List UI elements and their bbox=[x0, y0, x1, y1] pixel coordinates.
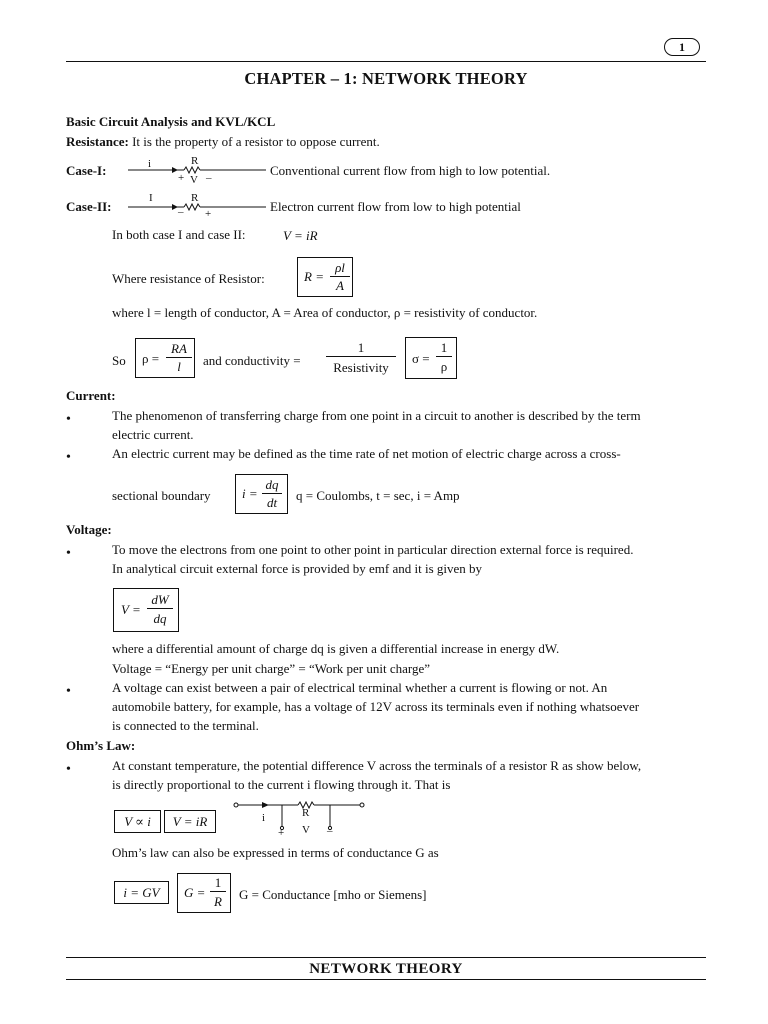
sigma-formula-box bbox=[405, 337, 457, 379]
ohms-circuit-r: R bbox=[302, 807, 310, 819]
case2-r: R bbox=[191, 192, 199, 204]
ohms-law-heading: Ohm’s Law: bbox=[66, 738, 136, 753]
i-gv-box: i = GV bbox=[114, 881, 169, 904]
g-formula-box bbox=[177, 873, 231, 913]
i-numerator: dq bbox=[262, 477, 282, 494]
and-conductivity-text: and conductivity = bbox=[203, 353, 301, 368]
r-denominator: A bbox=[336, 278, 344, 293]
case1-plus: + bbox=[178, 172, 185, 184]
proportional-box: V ∝ i bbox=[114, 810, 161, 833]
current-bullet1-line2: electric current. bbox=[112, 427, 194, 442]
footer-title: NETWORK THEORY bbox=[309, 961, 463, 977]
case2-plus: + bbox=[205, 208, 212, 220]
ohms-circuit-plus: + bbox=[278, 827, 285, 839]
case1-minus: – bbox=[206, 172, 212, 184]
v-numerator: dW bbox=[147, 592, 173, 609]
voltage-heading: Voltage: bbox=[66, 522, 112, 537]
page-number: 1 bbox=[664, 38, 700, 56]
case2-minus: – bbox=[178, 206, 184, 218]
footer-rule-bottom bbox=[66, 979, 706, 980]
current-units: q = Coulombs, t = sec, i = Amp bbox=[296, 488, 460, 503]
current-bullet2-line2: sectional boundary bbox=[112, 488, 211, 503]
sigma-numerator: 1 bbox=[436, 340, 452, 357]
current-bullet2-line1: An electric current may be defined as the time rate of net motion of electric charge across a cross- bbox=[112, 446, 621, 461]
bullet: • bbox=[66, 412, 71, 427]
voltage-formula-box bbox=[113, 588, 179, 632]
sigma-lhs: σ = bbox=[412, 351, 430, 366]
r-lhs: R = bbox=[304, 269, 324, 284]
case1-i: i bbox=[148, 158, 152, 170]
ohms-circuit-i: i bbox=[262, 812, 266, 824]
ohms-circuit-minus: – bbox=[327, 825, 333, 837]
voltage-definition-line: Voltage = “Energy per unit charge” = “Work per unit charge” bbox=[112, 661, 431, 676]
case1-label: Case-I: bbox=[66, 163, 107, 178]
v-denominator: dq bbox=[153, 611, 167, 626]
so-text: So bbox=[112, 353, 126, 368]
v-lhs: V = bbox=[121, 602, 141, 617]
rho-lhs: ρ = bbox=[142, 351, 160, 366]
case2-label: Case-II: bbox=[66, 199, 112, 214]
both-cases-text: In both case I and case II: bbox=[112, 227, 246, 242]
conductivity-numerator: 1 bbox=[326, 340, 396, 357]
resistance-text: It is the property of a resistor to oppose current. bbox=[132, 134, 380, 149]
ohms-circuit-v: V bbox=[302, 824, 310, 836]
rho-numerator: RA bbox=[166, 341, 192, 358]
resistance-line bbox=[66, 134, 380, 150]
sigma-denominator: ρ bbox=[440, 359, 448, 374]
g-denominator: R bbox=[214, 894, 222, 909]
current-bullet1-line1: The phenomenon of transferring charge from one point in a circuit to another is described by the term bbox=[112, 408, 641, 423]
voltage-bullet1-line2: In analytical circuit external force is provided by emf and it is given by bbox=[112, 561, 483, 576]
case2-i: I bbox=[149, 192, 153, 204]
bullet: • bbox=[66, 546, 71, 561]
conductivity-denominator: Resistivity bbox=[333, 360, 389, 375]
ohms-equation-box: V = iR bbox=[164, 810, 216, 833]
case1-v: V bbox=[190, 174, 198, 186]
where-definitions-line: where l = length of conductor, A = Area of conductor, ρ = resistivity of conductor. bbox=[112, 305, 538, 320]
voltage-bullet1-line1: To move the electrons from one point to other point in particular direction external force is required. bbox=[112, 542, 634, 557]
voltage-where-line: where a differential amount of charge dq is given a differential increase in energy dW. bbox=[112, 641, 560, 656]
ohms-bullet1-line2: is directly proportional to the current i flowing through it. That is bbox=[112, 777, 451, 792]
rho-denominator: l bbox=[177, 359, 181, 374]
bullet: • bbox=[66, 762, 71, 777]
where-resistance-text: Where resistance of Resistor: bbox=[112, 271, 265, 286]
conductance-definition: G = Conductance [mho or Siemens] bbox=[239, 887, 427, 902]
g-lhs: G = bbox=[184, 885, 206, 900]
voltage-bullet2-line1: A voltage can exist between a pair of electrical terminal whether a current is flowing or not. An bbox=[112, 680, 608, 695]
case1-r: R bbox=[191, 155, 199, 167]
chapter-title: CHAPTER – 1: NETWORK THEORY bbox=[244, 69, 528, 88]
footer-rule-top bbox=[66, 957, 706, 958]
ohms-circuit-diagram bbox=[232, 800, 368, 836]
i-lhs: i = bbox=[242, 486, 258, 501]
bullet: • bbox=[66, 450, 71, 465]
i-denominator: dt bbox=[266, 495, 278, 510]
conductance-intro-line: Ohm’s law can also be expressed in terms of conductance G as bbox=[112, 845, 439, 860]
both-cases-equation: V = iR bbox=[283, 228, 318, 243]
resistance-formula-box bbox=[297, 257, 353, 297]
ohms-bullet1-line1: At constant temperature, the potential difference V across the terminals of a resistor R as show below, bbox=[112, 758, 642, 773]
voltage-bullet2-line2: automobile battery, for example, has a voltage of 12V across its terminals even if nothing whatsoever bbox=[112, 699, 640, 714]
case1-text: Conventional current flow from high to low potential. bbox=[270, 163, 551, 178]
header-rule bbox=[66, 61, 706, 62]
case2-text: Electron current flow from low to high potential bbox=[270, 199, 521, 214]
voltage-bullet2-line3: is connected to the terminal. bbox=[112, 718, 259, 733]
current-heading: Current: bbox=[66, 388, 116, 403]
resistance-label: Resistance: bbox=[66, 134, 129, 149]
section-heading: Basic Circuit Analysis and KVL/KCL bbox=[66, 114, 276, 129]
bullet: • bbox=[66, 684, 71, 699]
r-numerator: ρl bbox=[330, 260, 350, 277]
g-numerator: 1 bbox=[210, 875, 226, 892]
current-formula-box bbox=[235, 474, 288, 514]
rho-formula-box bbox=[135, 338, 195, 378]
